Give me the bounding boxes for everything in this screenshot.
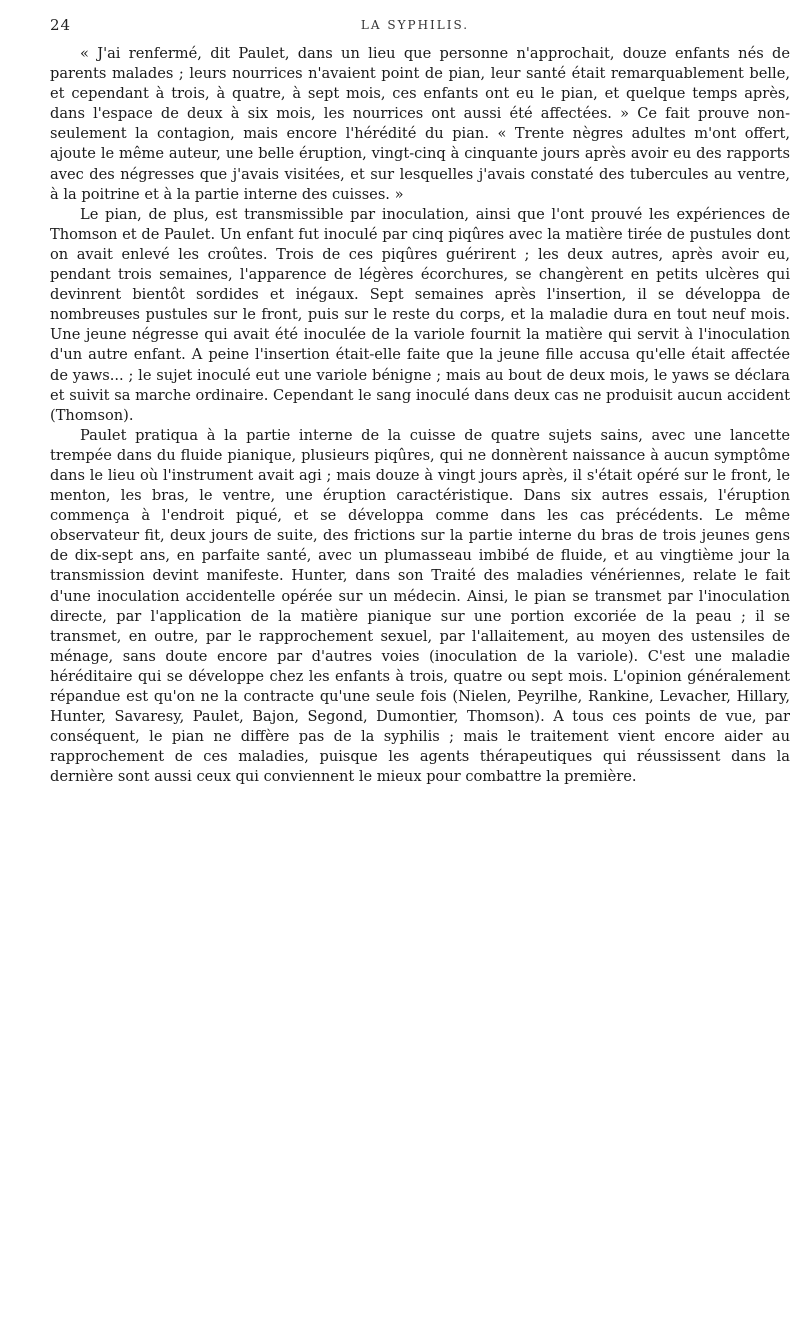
paragraph-2: Le pian, de plus, est transmissible par inoculation, ainsi que l'ont prouvé les expériences de Thomson et de Paulet. Un enfant fut inoculé par cinq piqûres avec la matière tirée de pustules dont on avait enlevé les croûtes. Trois de ces piqûres guérirent ; les deux autres, après avoir eu, pendant trois semaines, l'apparence de légères écorchures, se changèrent en petits ulcères qui devinrent bientôt sordides et inégaux. Sept semaines après l'insertion, il se développa de nombreuses pustules sur le front, puis sur le reste du corps, et la maladie dura en tout neuf mois. Une jeune négresse qui avait été inoculée de la variole fournit la matière qui servit à l'inoculation d'un autre enfant. A peine l'insertion était-elle faite que la jeune fille accusa qu'elle était affectée de yaws... ; le sujet inoculé eut une variole bénigne ; mais au bout de deux mois, le yaws se déclara et suivit sa marche ordinaire. Cependant le sang inoculé dans deux cas ne produisit aucun accident (Thomson). (50, 205, 790, 424)
paragraph-1: « J'ai renfermé, dit Paulet, dans un lieu que personne n'approchait, douze enfants nés de parents malades ; leurs nourrices n'avaient point de pian, leur santé était remarquablement belle, et cependant à trois, à quatre, à sept mois, ces enfants ont eu le pian, et quelque temps après, dans l'espace de deux à six mois, les nourrices ont aussi été affectées. » Ce fait prouve non-seulement la contagion, mais encore l'hérédité du pian. « Trente nègres adultes m'ont offert, ajoute le même auteur, une belle éruption, vingt-cinq à cinquante jours après avoir eu des rapports avec des négresses que j'avais visitées, et sur lesquelles j'avais constaté des tubercules au ventre, à la poitrine et à la partie interne des cuisses. » (50, 45, 790, 203)
page-number: 24 (50, 16, 72, 34)
running-head (50, 16, 780, 38)
body-text (50, 44, 790, 787)
paragraph-3: Paulet pratiqua à la partie interne de la cuisse de quatre sujets sains, avec une lancette trempée dans du fluide pianique, plusieurs piqûres, qui ne donnèrent naissance à aucun symptôme dans le lieu où l'instrument avait agi ; mais douze à vingt jours après, il s'était opéré sur le front, le menton, les bras, le ventre, une éruption caractéristique. Dans six autres essais, l'éruption commença à l'endroit piqué, et se développa comme dans les cas précédents. Le même observateur fit, deux jours de suite, des frictions sur la partie interne du bras de trois jeunes gens de dix-sept ans, en parfaite santé, avec un plumasseau imbibé de fluide, et au vingtième jour la transmission devint manifeste. Hunter, dans son Traité des maladies vénériennes, relate le fait d'une inoculation accidentelle opérée sur un médecin. Ainsi, le pian se transmet par l'inoculation directe, par l'application de la matière pianique sur une portion excoriée de la peau ; il se transmet, en outre, par le rapprochement sexuel, par l'allaitement, au moyen des ustensiles de ménage, sans doute encore par d'autres voies (inoculation de la variole). C'est une maladie héréditaire qui se développe chez les enfants à trois, quatre ou sept mois. L'opinion généralement répandue est qu'on ne la contracte qu'une seule fois (Nielen, Peyrilhe, Rankine, Levacher, Hillary, Hunter, Savaresy, Paulet, Bajon, Segond, Dumontier, Thomson). A tous ces points de vue, par conséquent, le pian ne diffère pas de la syphilis ; mais le traitement vient encore aider au rapprochement de ces maladies, puisque les agents thérapeutiques qui réussissent dans la dernière sont aussi ceux qui conviennent le mieux pour combattre la première. (50, 426, 790, 786)
running-title: LA SYPHILIS. (360, 18, 470, 32)
